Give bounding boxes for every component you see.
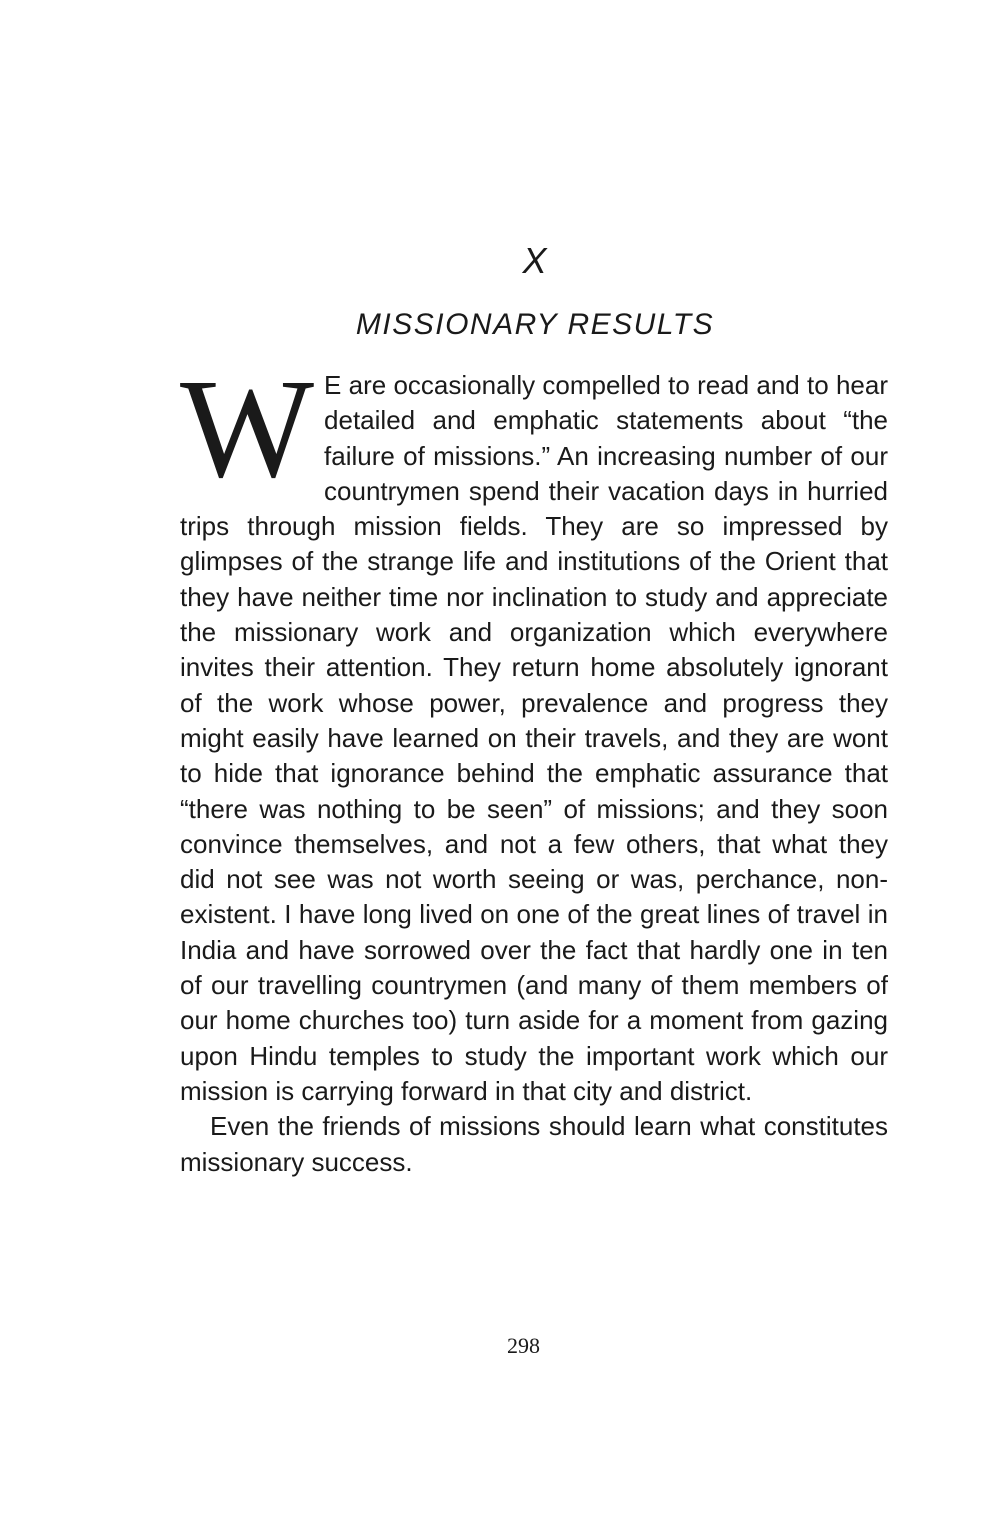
chapter-body <box>180 349 888 1180</box>
drop-cap: W <box>180 349 315 507</box>
paragraph <box>180 349 888 1109</box>
chapter-number: X <box>522 240 548 281</box>
paragraph-text: E are occasionally compelled to read and to hear detailed and emphatic statements about “the failure of missions.” An increasing number of our countrymen spend their vacation days in hurried trips through mission fields. They are so impressed by glimpses of the strange life and institutions of the Orient that they have neither time nor inclination to study and appreciate the missionary work and organization which everywhere invites their attention. They return home absolutely ignorant of the work whose power, prevalence and progress they might easily have learned on their travels, and they are wont to hide that ignorance behind the emphatic assurance that “there was nothing to be seen” of missions; and they soon convince themselves, and not a few others, that what they did not see was not worth seeing or was, perchance, non-existent. I have long lived on one of the great lines of travel in India and have sorrowed over the fact that hardly one in ten of our travelling countrymen (and many of them members of our home churches too) turn aside for a moment from gazing upon Hindu temples to study the important work which our mission is carrying forward in that city and district. <box>180 370 888 1106</box>
paragraph: Even the friends of missions should learn what constitutes missionary success. <box>180 1111 888 1177</box>
chapter-title: MISSIONARY RESULTS <box>355 308 715 341</box>
page-number: 298 <box>507 1333 540 1358</box>
